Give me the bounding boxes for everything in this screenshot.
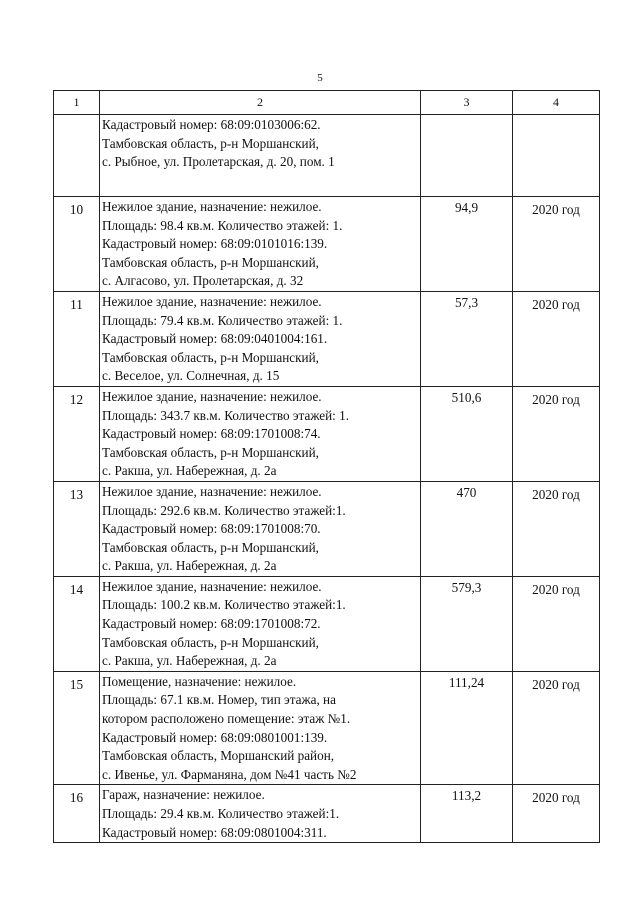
- year-cell: [513, 671, 600, 785]
- description-cell: [100, 785, 421, 843]
- description-line: Кадастровый номер: 68:09:0101016:139.: [102, 236, 328, 252]
- description-line: Площадь: 343.7 кв.м. Количество этажей: 1.: [102, 407, 350, 423]
- description-line: Нежилое здание, назначение: нежилое.: [102, 293, 322, 309]
- row-number-cell: [54, 386, 100, 481]
- description-line: Площадь: 98.4 кв.м. Количество этажей: 1.: [102, 217, 343, 233]
- year-cell: [513, 386, 600, 481]
- description-line: Тамбовская область, р-н Моршанский,: [102, 135, 319, 151]
- description-line: котором расположено помещение: этаж №1.: [102, 711, 351, 727]
- year-value: 2020 год: [532, 581, 580, 597]
- description-cell: [100, 671, 421, 785]
- table-row: [54, 115, 600, 197]
- description-line: с. Ивенье, ул. Фарманяна, дом №41 часть №2: [102, 766, 357, 782]
- description-line: Нежилое здание, назначение: нежилое.: [102, 578, 322, 594]
- description-line: Кадастровый номер: 68:09:1701008:70.: [102, 521, 321, 537]
- table-row: [54, 197, 600, 292]
- description-line: с. Рыбное, ул. Пролетарская, д. 20, пом. 1: [102, 154, 335, 170]
- description-cell: [100, 386, 421, 481]
- description-line: Площадь: 100.2 кв.м. Количество этажей:1.: [102, 597, 346, 613]
- description-line: Нежилое здание, назначение: нежилое.: [102, 388, 322, 404]
- row-number: 14: [69, 581, 84, 597]
- description-cell: [100, 115, 421, 197]
- description-cell: [100, 481, 421, 576]
- year-value: 2020 год: [532, 676, 580, 692]
- description-line: Кадастровый номер: 68:09:0801004:311.: [102, 824, 327, 840]
- column-header-4: 4: [513, 91, 600, 115]
- area-cell: [421, 197, 513, 292]
- row-number: 13: [69, 486, 84, 502]
- row-number-cell: [54, 481, 100, 576]
- description-line: Площадь: 79.4 кв.м. Количество этажей: 1.: [102, 312, 343, 328]
- description-line: Тамбовская область, р-н Моршанский,: [102, 444, 319, 460]
- table-header-row: [54, 91, 600, 115]
- area-value: 94,9: [454, 200, 479, 215]
- year-cell: [513, 197, 600, 292]
- page-number: 5: [317, 72, 323, 84]
- description-line: Нежилое здание, назначение: нежилое.: [102, 199, 322, 214]
- table-row: [54, 576, 600, 671]
- description-line: Тамбовская область, р-н Моршанский,: [102, 254, 319, 270]
- year-cell: [513, 481, 600, 576]
- description-cell: [100, 291, 421, 386]
- year-value: 2020 год: [532, 391, 580, 407]
- year-cell: [513, 576, 600, 671]
- year-value: 2020 год: [532, 296, 580, 312]
- year-cell: [513, 291, 600, 386]
- description-line: Тамбовская область, р-н Моршанский,: [102, 349, 319, 365]
- area-cell: [421, 481, 513, 576]
- area-value: 111,24: [448, 674, 485, 690]
- area-cell: [421, 115, 513, 197]
- row-number: 16: [69, 790, 84, 806]
- description-line: с. Веселое, ул. Солнечная, д. 15: [102, 368, 280, 384]
- year-cell: [513, 115, 600, 197]
- area-cell: [421, 671, 513, 785]
- area-cell: [421, 386, 513, 481]
- row-number: 11: [70, 296, 83, 312]
- row-number-cell: [54, 291, 100, 386]
- description-line: Площадь: 67.1 кв.м. Номер, тип этажа, на: [102, 692, 336, 708]
- column-header-1: 1: [54, 91, 100, 115]
- area-value: 57,3: [454, 294, 479, 310]
- description-line: Тамбовская область, Моршанский район,: [102, 748, 335, 764]
- row-number: 10: [69, 202, 84, 217]
- column-header-2: 2: [100, 91, 421, 115]
- description-line: Тамбовская область, р-н Моршанский,: [102, 539, 319, 555]
- description-line: Кадастровый номер: 68:09:1701008:74.: [102, 426, 321, 442]
- description-line: Помещение, назначение: нежилое.: [102, 673, 297, 689]
- description-line: Нежилое здание, назначение: нежилое.: [102, 483, 322, 499]
- description-line: с. Ракша, ул. Набережная, д. 2а: [102, 653, 277, 669]
- row-number: 12: [69, 391, 84, 407]
- area-value: 510,6: [451, 389, 482, 405]
- area-cell: [421, 291, 513, 386]
- year-value: 2020 год: [532, 790, 580, 806]
- row-number-cell: [54, 671, 100, 785]
- table-row: [54, 785, 600, 843]
- row-number-cell: [54, 197, 100, 292]
- description-cell: [100, 197, 421, 292]
- description-line: Кадастровый номер: 68:09:0103006:62.: [102, 117, 321, 132]
- description-line: Площадь: 29.4 кв.м. Количество этажей:1.: [102, 806, 340, 821]
- table-row: [54, 671, 600, 785]
- row-number: 15: [69, 676, 84, 692]
- description-line: Гараж, назначение: нежилое.: [102, 787, 265, 803]
- description-line: Тамбовская область, р-н Моршанский,: [102, 634, 319, 650]
- description-line: с. Ракша, ул. Набережная, д. 2а: [102, 558, 277, 574]
- year-cell: [513, 785, 600, 843]
- table-row: [54, 291, 600, 386]
- year-value: 2020 год: [532, 486, 580, 502]
- row-number-cell: [54, 115, 100, 197]
- row-number-cell: [54, 785, 100, 843]
- property-table: [53, 90, 600, 843]
- row-number-cell: [54, 576, 100, 671]
- table-row: [54, 386, 600, 481]
- description-line: с. Алгасово, ул. Пролетарская, д. 32: [102, 273, 304, 289]
- area-value: 579,3: [451, 579, 482, 595]
- area-value: 113,2: [451, 788, 482, 804]
- area-cell: [421, 576, 513, 671]
- description-line: Кадастровый номер: 68:09:1701008:72.: [102, 616, 321, 632]
- column-header-3: 3: [421, 91, 513, 115]
- area-cell: [421, 785, 513, 843]
- description-line: Кадастровый номер: 68:09:0801001:139.: [102, 729, 328, 745]
- description-line: Площадь: 292.6 кв.м. Количество этажей:1.: [102, 502, 346, 518]
- description-cell: [100, 576, 421, 671]
- table-row: [54, 481, 600, 576]
- description-line: Кадастровый номер: 68:09:0401004:161.: [102, 331, 328, 347]
- area-value: 470: [456, 484, 477, 500]
- year-value: 2020 год: [532, 202, 580, 217]
- description-line: с. Ракша, ул. Набережная, д. 2а: [102, 463, 277, 479]
